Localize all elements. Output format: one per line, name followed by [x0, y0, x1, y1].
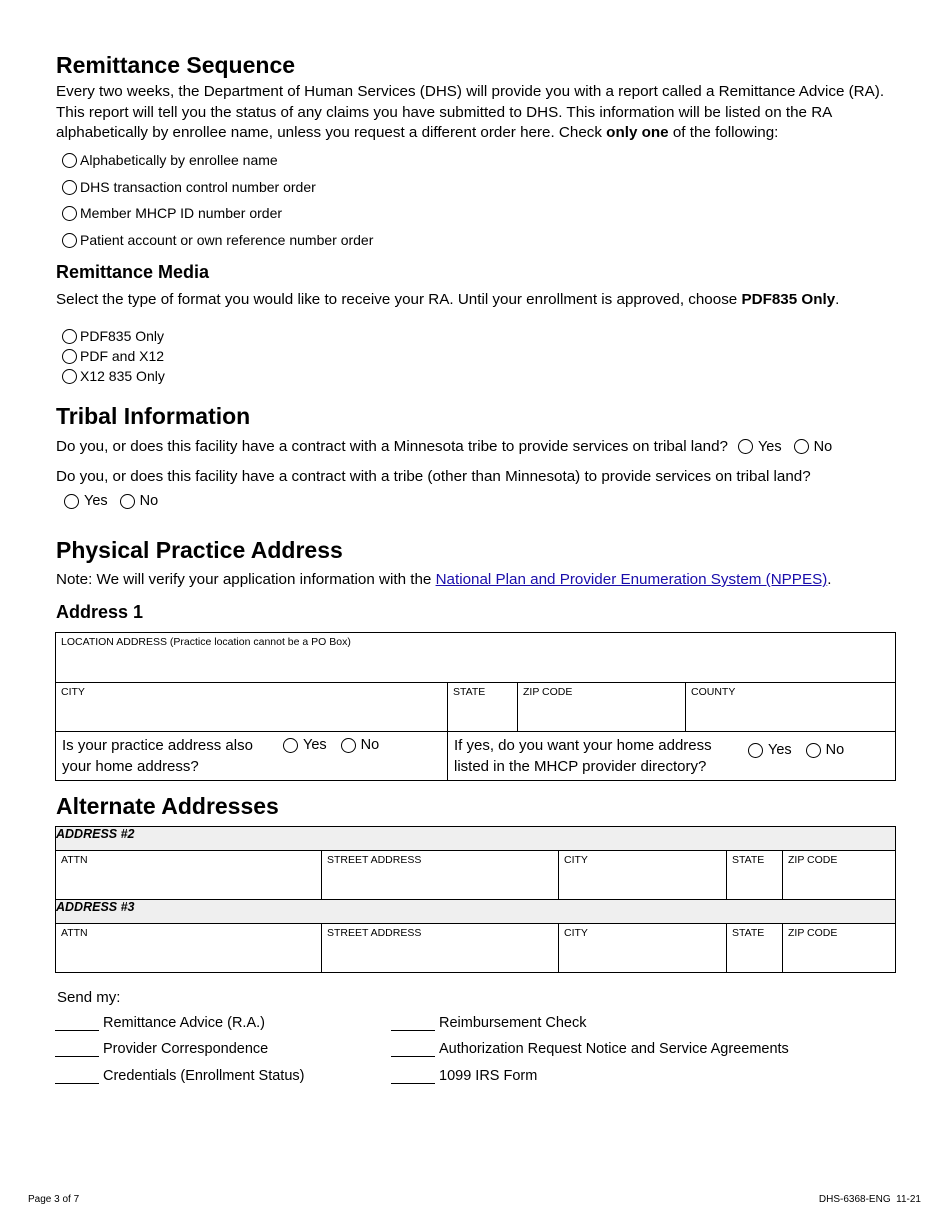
radio-button[interactable] — [62, 233, 77, 248]
radio-button[interactable] — [62, 329, 77, 344]
send-provider-correspondence: Provider Correspondence — [55, 1041, 268, 1057]
address3-city[interactable]: CITY — [559, 924, 727, 973]
blank-line[interactable] — [55, 1016, 99, 1031]
address2-attn[interactable]: ATTN — [56, 851, 322, 900]
send-remittance-advice: Remittance Advice (R.A.) — [55, 1015, 265, 1031]
address2-street[interactable]: STREET ADDRESS — [322, 851, 559, 900]
send-authorization-request: Authorization Request Notice and Service Agreements — [391, 1041, 789, 1057]
radio-button[interactable] — [806, 743, 821, 758]
remittance-sequence-intro: Every two weeks, the Department of Human Services (DHS) will provide you with a report called a Remittance Advice (RA). This report will tell you the status of any claims you have submitted to DHS. This information will be listed on the RA alphabetically by enrollee name, unless you request a different order here. Check only one of the following: — [56, 83, 885, 141]
directory-yes[interactable]: Yes — [748, 742, 792, 758]
media-option-pdf835[interactable]: PDF835 Only — [62, 328, 164, 344]
home-address-no[interactable]: No — [341, 737, 380, 753]
county-field[interactable]: COUNTY — [686, 683, 896, 732]
send-credentials: Credentials (Enrollment Status) — [55, 1068, 304, 1084]
tribal-heading: Tribal Information — [56, 403, 251, 429]
form-id: DHS-6368-ENG 11-21 — [818, 1194, 921, 1205]
radio-button[interactable] — [62, 369, 77, 384]
directory-no[interactable]: No — [806, 742, 845, 758]
nppes-note: Note: We will verify your application information with the National Plan and Provider Enumeration System (NPPES). — [56, 571, 832, 588]
page-number: Page 3 of 7 — [28, 1194, 80, 1205]
tribal-question-other: Do you, or does this facility have a contract with a tribe (other than Minnesota) to provide services on tribal land? — [56, 468, 811, 485]
address3-header: ADDRESS #3 — [56, 900, 896, 924]
send-my-label: Send my: — [57, 989, 121, 1006]
radio-button[interactable] — [748, 743, 763, 758]
radio-button[interactable] — [738, 439, 753, 454]
address2-zip[interactable]: ZIP CODE — [783, 851, 896, 900]
address3-zip[interactable]: ZIP CODE — [783, 924, 896, 973]
blank-line[interactable] — [391, 1042, 435, 1057]
radio-button[interactable] — [62, 153, 77, 168]
radio-button[interactable] — [62, 180, 77, 195]
radio-button[interactable] — [64, 494, 79, 509]
tribal-other-no[interactable]: No — [120, 493, 159, 509]
alternate-addresses-heading: Alternate Addresses — [56, 793, 279, 819]
location-address-field[interactable]: LOCATION ADDRESS (Practice location cannot be a PO Box) — [56, 633, 896, 683]
media-option-pdf-x12[interactable]: PDF and X12 — [62, 348, 164, 364]
send-reimbursement-check: Reimbursement Check — [391, 1015, 586, 1031]
directory-question: If yes, do you want your home address listed in the MHCP provider directory? Yes No — [448, 732, 896, 781]
radio-button[interactable] — [62, 206, 77, 221]
send-1099-form: 1099 IRS Form — [391, 1068, 537, 1084]
address3-street[interactable]: STREET ADDRESS — [322, 924, 559, 973]
address2-city[interactable]: CITY — [559, 851, 727, 900]
address1-table — [55, 632, 896, 781]
radio-button[interactable] — [794, 439, 809, 454]
home-address-question: Is your practice address also your home address? Yes No — [56, 732, 448, 781]
tribal-mn-yes[interactable]: Yes — [738, 439, 782, 455]
tribal-question-mn: Do you, or does this facility have a contract with a Minnesota tribe to provide services on tribal land? Yes No — [56, 438, 833, 455]
address2-header: ADDRESS #2 — [56, 827, 896, 851]
sequence-option-transaction[interactable]: DHS transaction control number order — [62, 179, 316, 195]
radio-button[interactable] — [283, 738, 298, 753]
sequence-option-member-id[interactable]: Member MHCP ID number order — [62, 205, 282, 221]
radio-button[interactable] — [341, 738, 356, 753]
state-field[interactable]: STATE — [448, 683, 518, 732]
nppes-link[interactable]: National Plan and Provider Enumeration System (NPPES) — [435, 571, 828, 588]
media-option-x12[interactable]: X12 835 Only — [62, 368, 165, 384]
radio-button[interactable] — [120, 494, 135, 509]
blank-line[interactable] — [391, 1016, 435, 1031]
tribal-other-yes[interactable]: Yes — [64, 493, 108, 509]
blank-line[interactable] — [55, 1042, 99, 1057]
physical-address-heading: Physical Practice Address — [56, 537, 343, 563]
remittance-sequence-heading: Remittance Sequence — [56, 52, 296, 78]
zip-field[interactable]: ZIP CODE — [518, 683, 686, 732]
city-field[interactable]: CITY — [56, 683, 448, 732]
blank-line[interactable] — [391, 1069, 435, 1084]
address2-state[interactable]: STATE — [727, 851, 783, 900]
blank-line[interactable] — [55, 1069, 99, 1084]
sequence-option-alphabetical[interactable]: Alphabetically by enrollee name — [62, 152, 278, 168]
address1-heading: Address 1 — [56, 602, 144, 622]
alternate-addresses-table — [55, 826, 896, 973]
home-address-yes[interactable]: Yes — [283, 737, 327, 753]
remittance-media-heading: Remittance Media — [56, 262, 210, 282]
address3-attn[interactable]: ATTN — [56, 924, 322, 973]
radio-button[interactable] — [62, 349, 77, 364]
remittance-media-intro: Select the type of format you would like to receive your RA. Until your enrollment is approved, choose PDF835 Only. — [56, 291, 840, 308]
tribal-other-options — [56, 493, 158, 509]
address3-state[interactable]: STATE — [727, 924, 783, 973]
tribal-mn-no[interactable]: No — [794, 439, 833, 455]
sequence-option-patient-account[interactable]: Patient account or own reference number order — [62, 232, 373, 248]
